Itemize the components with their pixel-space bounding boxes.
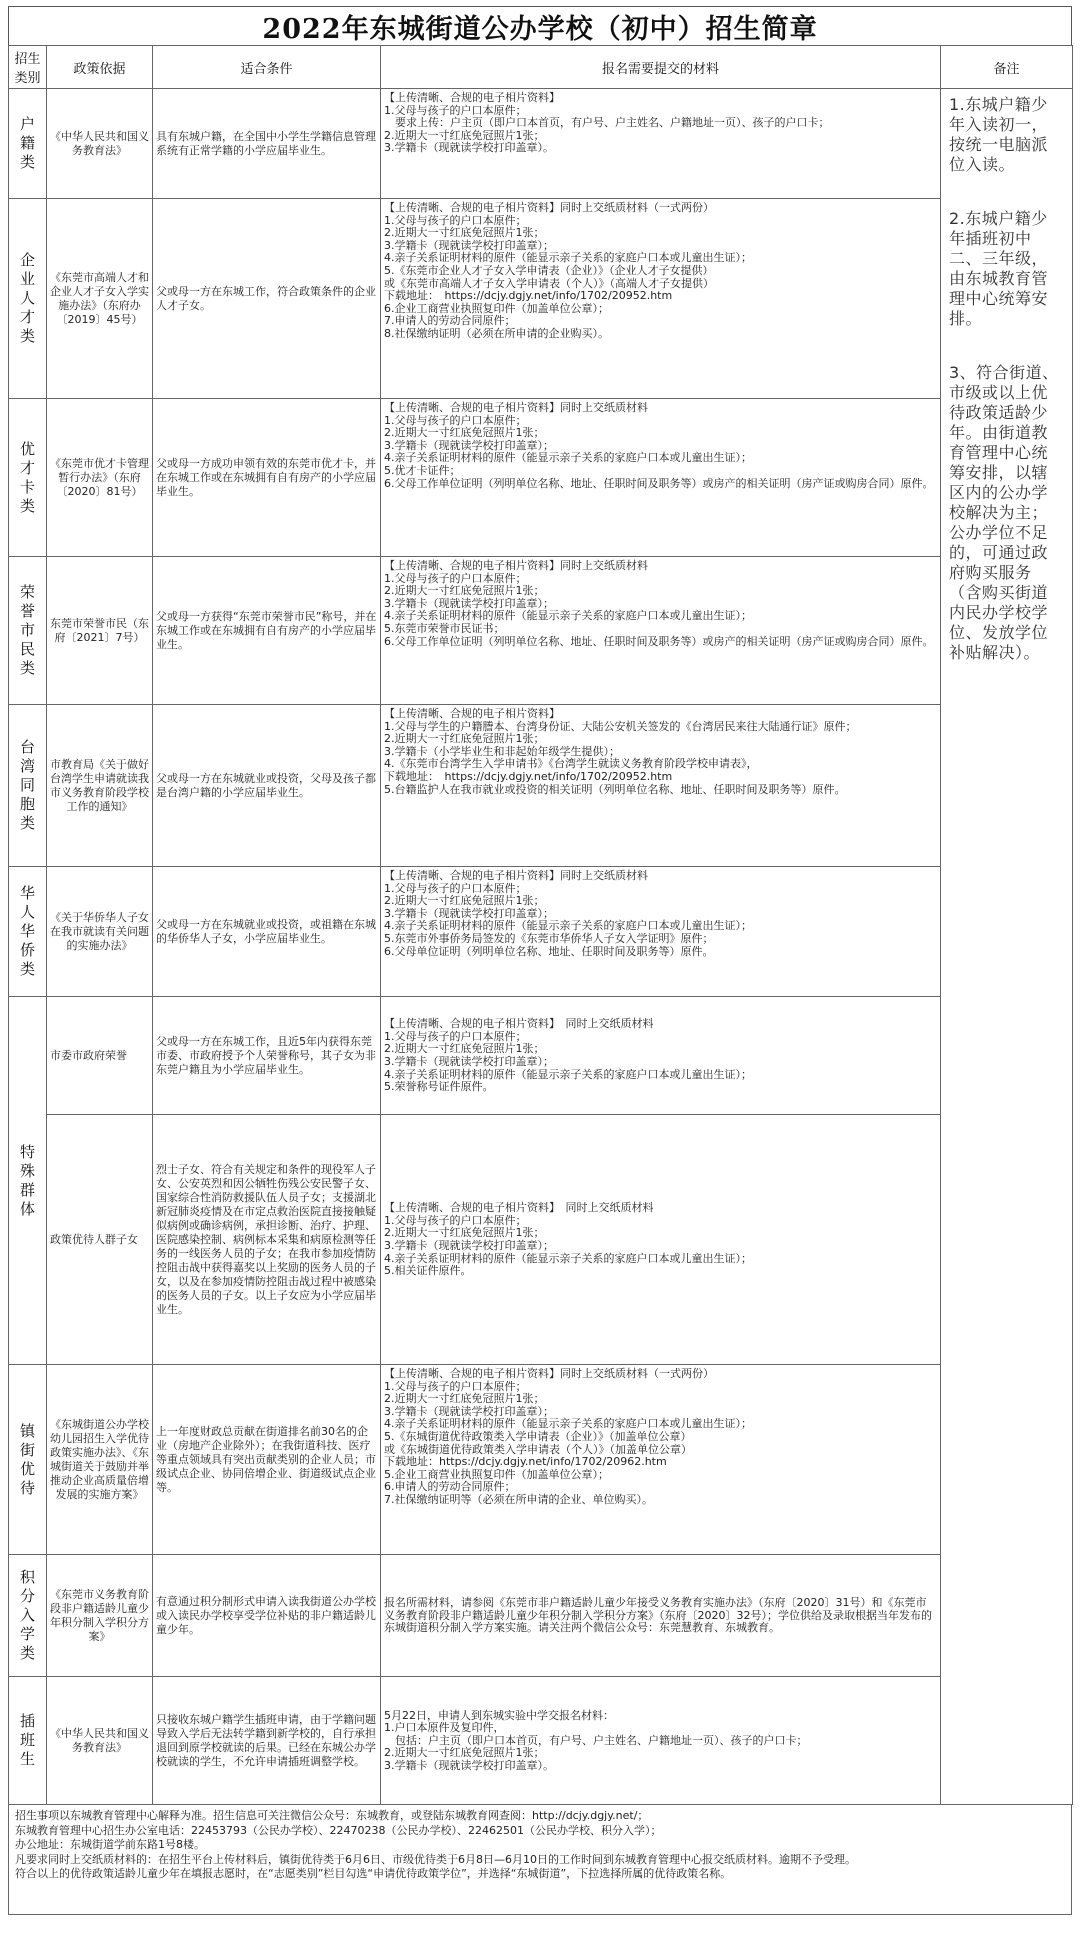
footer-notes — [8, 1805, 1072, 1915]
material-line: 2.近期大一寸红底免冠照片1张； — [384, 1392, 545, 1406]
table-header-row — [9, 46, 1073, 89]
conditions-cell: 父或母一方在东城就业或投资，父母及孩子都是台湾户籍的小学应届毕业生。 — [153, 705, 381, 867]
material-line: 6.父母工作单位证明（列明单位名称、地址、任职时间及职务等）或房产的相关证明（房产证或购房合同）原件。 — [384, 634, 934, 648]
materials-cell — [381, 705, 941, 867]
material-line: 3.学籍卡（现就读学校打印盖章）。 — [384, 1758, 554, 1772]
footer-line: 招生事项以东城教育管理中心解释为准。招生信息可关注微信公众号：东城教育，或登陆东城教育网查阅：http://dcjy.dgjy.net/； — [15, 1809, 649, 1822]
material-line: 要求上传：户主页（即户口本首页，有户号、户主姓名、户籍地址一页）、孩子的户口卡； — [384, 116, 830, 130]
conditions-cell: 有意通过积分制形式申请入读我街道公办学校或入读民办学校享受学位补贴的非户籍适龄儿童少年。 — [153, 1555, 381, 1677]
enrollment-document — [8, 6, 1072, 1915]
remark-item: 1.东城户籍少年入读初一，按统一电脑派位入读。 — [949, 95, 1049, 174]
material-line: 1.父母与孩子的户口本原件； — [384, 213, 527, 227]
enrollment-table — [8, 45, 1073, 1805]
conditions-cell: 具有东城户籍，在全国中小学生学籍信息管理系统有正常学籍的小学应届毕业生。 — [153, 89, 381, 199]
material-line: 下载地址：https://dcjy.dgjy.net/info/1702/20962.htm — [384, 1455, 667, 1469]
material-line: 3.学籍卡（现就读学校打印盖章）； — [384, 906, 554, 920]
materials-cell — [381, 1677, 941, 1805]
material-line: 1.父母与孩子的户口本原件； — [384, 1029, 527, 1043]
table-row — [9, 997, 1073, 1115]
material-line: 5月22日，申请人到东城实验中学交报名材料： — [384, 1708, 614, 1722]
material-line: 1.户口本原件及复印件， — [384, 1721, 505, 1735]
table-row — [9, 1365, 1073, 1555]
material-line: 4.亲子关系证明材料的原件（能显示亲子关系的家庭户口本或儿童出生证）； — [384, 451, 752, 465]
table-row — [9, 1677, 1073, 1805]
header-remarks: 备注 — [941, 46, 1073, 89]
material-line: 6.父母单位证明（列明单位名称、地址、任职时间及职务等）原件。 — [384, 944, 714, 958]
material-line: 6.申请人的劳动合同原件； — [384, 1480, 516, 1494]
material-line: 5.荣誉称号证件原件。 — [384, 1080, 494, 1094]
basis-cell: 《东莞市高端人才和企业人才子女入学实施办法》（东府办〔2019〕45号） — [47, 199, 153, 399]
material-line: 2.近期大一寸红底免冠照片1张； — [384, 584, 545, 598]
basis-cell: 《东莞市优才卡管理暂行办法》（东府〔2020〕81号） — [47, 399, 153, 557]
page-title: 2022年东城街道公办学校（初中）招生简章 — [8, 6, 1072, 45]
material-line: 7.申请人的劳动合同原件； — [384, 314, 516, 328]
category-label: 插班生 — [19, 1712, 35, 1768]
remark-item: 2.东城户籍少年插班初中二、三年级，由东城教育管理中心统筹安排。 — [949, 209, 1049, 328]
material-line: 5.优才卡证件； — [384, 463, 461, 477]
material-line: 3.学籍卡（现就读学校打印盖章）； — [384, 238, 554, 252]
material-line: 3.学籍卡（现就读学校打印盖章）； — [384, 438, 554, 452]
material-line: 2.近期大一寸红底免冠照片1张； — [384, 426, 545, 440]
material-line: 5.东莞市荣誉市民证书； — [384, 621, 505, 635]
basis-cell: 《关于华侨华人子女在我市就读有关问题的实施办法》 — [47, 867, 153, 997]
material-line: 1.父母与孩子的户口本原件； — [384, 103, 527, 117]
table-row — [9, 399, 1073, 557]
material-line: 【上传清晰、合规的电子相片资料】同时上交纸质材料（一式两份） — [384, 1367, 714, 1380]
category-cell — [9, 705, 47, 867]
table-row — [9, 557, 1073, 705]
material-line: 5.东莞市外事侨务局签发的《东莞市华侨华人子女入学证明》原件； — [384, 931, 714, 945]
material-line: 5.企业工商营业执照复印件（加盖单位公章）； — [384, 1467, 609, 1481]
category-cell — [9, 1555, 47, 1677]
footer-line: 凡要求同时上交纸质材料的：在招生平台上传材料后，镇街优待类于6月6日、市级优待类于6月8日—6月10日的工作时间到东城教育管理中心报交纸质材料。逾期不予受理。 — [15, 1852, 856, 1866]
material-line: 3.学籍卡（小学毕业生和非起始年级学生提供）； — [384, 744, 620, 758]
conditions-cell: 父或母一方成功申领有效的东莞市优才卡，并在东城工作或在东城拥有自有房产的小学应届毕业生。 — [153, 399, 381, 557]
table-row — [9, 199, 1073, 399]
material-line: 1.父母与孩子的户口本原件； — [384, 1379, 527, 1393]
material-line: 2.近期大一寸红底免冠照片1张； — [384, 894, 545, 908]
basis-cell: 《中华人民共和国义务教育法》 — [47, 89, 153, 199]
material-line: 3.学籍卡（现就读学校打印盖章）； — [384, 1239, 554, 1252]
category-cell — [9, 557, 47, 705]
materials-cell — [381, 89, 941, 199]
material-line: 3.学籍卡（现就读学校打印盖章）； — [384, 596, 554, 610]
materials-cell — [381, 1365, 941, 1555]
basis-cell: 《东城街道公办学校幼儿园招生入学优待政策实施办法》、《东城街道关于鼓励并举推动企业高质量倍增发展的实施方案》 — [47, 1365, 153, 1555]
material-line: 8.社保缴纳证明（必须在所申请的企业购买）。 — [384, 326, 609, 340]
material-line: 1.父母与孩子的户口本原件； — [384, 413, 527, 427]
materials-cell — [381, 199, 941, 399]
material-line: 【上传清晰、合规的电子相片资料】同时上交纸质材料 — [384, 869, 648, 882]
material-line: 2.近期大一寸红底免冠照片1张； — [384, 1226, 545, 1240]
conditions-cell: 上一年度财政总贡献在街道排名前30名的企业（房地产企业除外）；在我街道科技、医疗等重点领域具有突出贡献类别的企业人员；市级试点企业、协同倍增企业、街道级试点企业等。 — [153, 1365, 381, 1555]
material-line: 5.《东莞市企业人才子女入学申请表（企业）》（企业人才子女提供） — [384, 263, 714, 277]
category-cell — [9, 1365, 47, 1555]
material-line: 或《东城街道优待政策类入学申请表（个人）》（加盖单位公章） — [384, 1442, 692, 1456]
conditions-cell: 烈士子女、符合有关规定和条件的现役军人子女、公安英烈和因公牺牲伤残公安民警子女、国家综合性消防救援队伍人员子女；支援湖北新冠肺炎疫情及在市定点救治医院直接接触疑似病例或确诊病例，承担诊断、治疗、护理、医院感染控制、病例标本采集和病原检测等任务的一线医务人员的子女；在我市参加疫情防控阻击战中获得嘉奖以上奖励的医务人员的子女，以及在参加疫情防控阻击战过程中被感染的医务人员的子女。以上子女应为小学应届毕业生。 — [153, 1115, 381, 1365]
basis-cell: 《东莞市义务教育阶段非户籍适龄儿童少年积分制入学积分方案》 — [47, 1555, 153, 1677]
footer-line: 办公地址：东城街道学前东路1号8楼。 — [15, 1838, 205, 1851]
material-line: 【上传清晰、合规的电子相片资料】 同时上交纸质材料 — [384, 1201, 654, 1215]
category-cell — [9, 399, 47, 557]
table-row — [9, 867, 1073, 997]
conditions-cell: 父或母一方在东城工作，符合政策条件的企业人才子女。 — [153, 199, 381, 399]
material-line: 报名所需材料，请参阅《东莞市非户籍适龄儿童少年接受义务教育实施办法》（东府〔2020〕31号）和《东莞市义务教育阶段非户籍适龄儿童少年积分制入学积分方案》（东府〔2020〕32号）；学位供给及录取根据当年发布的东城街道积分制入学方案实施。请关注两个微信公众号：东莞慧教育、东城教育。 — [384, 1596, 932, 1635]
category-cell — [9, 1677, 47, 1805]
material-line: 【上传清晰、合规的电子相片资料】同时上交纸质材料（一式两份） — [384, 201, 714, 214]
material-line: 5.相关证件原件。 — [384, 1264, 472, 1278]
material-line: 6.父母工作单位证明（列明单位名称、地址、任职时间及职务等）或房产的相关证明（房产证或购房合同）原件。 — [384, 476, 934, 490]
table-row — [9, 1555, 1073, 1677]
basis-cell: 政策优待人群子女 — [47, 1115, 153, 1365]
materials-cell — [381, 399, 941, 557]
materials-cell — [381, 997, 941, 1115]
material-line: 4.亲子关系证明材料的原件（能显示亲子关系的家庭户口本或儿童出生证）； — [384, 609, 752, 623]
conditions-cell: 只接收东城户籍学生插班申请，由于学籍问题导致入学后无法转学籍到新学校的，自行承担退回到原学校就读的后果。已经在东城公办学校就读的学生，不允许申请插班调整学校。 — [153, 1677, 381, 1805]
category-cell — [9, 199, 47, 399]
table-body — [9, 89, 1073, 1805]
material-line: 2.近期大一寸红底免冠照片1张； — [384, 1042, 545, 1056]
category-label: 特殊群体 — [19, 1142, 35, 1218]
material-line: 7.社保缴纳证明等（必须在所申请的企业、单位购买）。 — [384, 1492, 653, 1506]
material-line: 2.近期大一寸红底免冠照片1张； — [384, 226, 545, 240]
basis-cell: 市委市政府荣誉 — [47, 997, 153, 1115]
category-label: 优才卡类 — [19, 439, 35, 515]
material-line: 3.学籍卡（现就读学校打印盖章）； — [384, 1404, 554, 1418]
material-line: 4.亲子关系证明材料的原件（能显示亲子关系的家庭户口本或儿童出生证）； — [384, 919, 752, 933]
material-line: 6.企业工商营业执照复印件（加盖单位公章）； — [384, 301, 609, 315]
material-line: 4.亲子关系证明材料的原件（能显示亲子关系的家庭户口本或儿童出生证）； — [384, 251, 752, 265]
remarks-cell — [941, 89, 1073, 1805]
material-line: 【上传清晰、合规的电子相片资料】同时上交纸质材料 — [384, 559, 648, 572]
material-line: 5.《东城街道优待政策类入学申请表（企业）》（加盖单位公章） — [384, 1429, 692, 1443]
category-cell — [9, 867, 47, 997]
material-line: 3.学籍卡（现就读学校打印盖章）。 — [384, 141, 554, 155]
category-label: 华人华侨类 — [19, 884, 35, 978]
header-conditions: 适合条件 — [153, 46, 381, 89]
material-line: 4.亲子关系证明材料的原件（能显示亲子关系的家庭户口本或儿童出生证）； — [384, 1251, 752, 1265]
category-cell — [9, 89, 47, 199]
basis-cell: 东莞市荣誉市民（东府〔2021〕7号） — [47, 557, 153, 705]
footer-line: 符合以上的优待政策适龄儿童少年在填报志愿时，在“志愿类别”栏目勾选“申请优待政策学位”，并选择“东城街道”，下拉选择所属的优待政策名称。 — [15, 1867, 732, 1880]
conditions-cell: 父或母一方在东城工作，且近5年内获得东莞市委、市政府授予个人荣誉称号，其子女为非东莞户籍且为小学应届毕业生。 — [153, 997, 381, 1115]
conditions-cell: 父或母一方获得“东莞市荣誉市民”称号，并在东城工作或在东城拥有自有房产的小学应届毕业生。 — [153, 557, 381, 705]
material-line: 1.父母与孩子的户口本原件； — [384, 881, 527, 895]
header-basis: 政策依据 — [47, 46, 153, 89]
material-line: 【上传清晰、合规的电子相片资料】 — [384, 91, 560, 104]
material-line: 【上传清晰、合规的电子相片资料】 同时上交纸质材料 — [384, 1017, 654, 1031]
material-line: 或《东莞市高端人才子女入学申请表（个人）》（高端人才子女提供） — [384, 276, 714, 290]
material-line: 2.近期大一寸红底免冠照片1张； — [384, 732, 545, 746]
category-label: 积分入学类 — [19, 1568, 35, 1662]
material-line: 包括：户主页（即户口本首页，有户号、户主姓名、户籍地址一页）、孩子的户口卡； — [384, 1733, 808, 1747]
category-label: 台湾同胞类 — [19, 738, 35, 832]
material-line: 2.近期大一寸红底免冠照片1张； — [384, 1746, 545, 1760]
basis-cell: 市教育局《关于做好台湾学生申请就读我市义务教育阶段学校工作的通知》 — [47, 705, 153, 867]
category-label: 镇街优待 — [19, 1421, 35, 1497]
table-row — [9, 1115, 1073, 1365]
material-line: 【上传清晰、合规的电子相片资料】同时上交纸质材料 — [384, 401, 648, 414]
basis-cell: 《中华人民共和国义务教育法》 — [47, 1677, 153, 1805]
material-line: 4.亲子关系证明材料的原件（能显示亲子关系的家庭户口本或儿童出生证）； — [384, 1067, 752, 1081]
materials-cell — [381, 1555, 941, 1677]
material-line: 3.学籍卡（现就读学校打印盖章）； — [384, 1055, 554, 1068]
table-row — [9, 705, 1073, 867]
category-cell — [9, 997, 47, 1365]
footer-line: 东城教育管理中心招生办公室电话：22453793（公民办学校）、22470238（公民办学校）、22462501（公民办学校、积分入学）； — [15, 1823, 662, 1837]
material-line: 下载地址： https://dcjy.dgjy.net/info/1702/20952.htm — [384, 289, 673, 303]
material-line: 2.近期大一寸红底免冠照片1张； — [384, 128, 545, 142]
header-category: 招生类别 — [9, 46, 47, 89]
materials-cell — [381, 867, 941, 997]
table-row — [9, 89, 1073, 199]
conditions-cell: 父或母一方在东城就业或投资，或祖籍在东城的华侨华人子女，小学应届毕业生。 — [153, 867, 381, 997]
material-line: 5.台籍监护人在我市就业或投资的相关证明（列明单位名称、地址、任职时间及职务等）原件。 — [384, 782, 846, 796]
material-line: 4.亲子关系证明材料的原件（能显示亲子关系的家庭户口本或儿童出生证）； — [384, 1417, 752, 1431]
header-materials: 报名需要提交的材料 — [381, 46, 941, 89]
category-label: 企业人才类 — [19, 251, 35, 345]
category-label: 户籍类 — [19, 115, 35, 171]
category-label: 荣誉市民类 — [19, 583, 35, 677]
material-line: 4.《东莞市台湾学生入学申请书》《台湾学生就读义务教育阶段学校申请表》， — [384, 757, 758, 771]
material-line: 下载地址： https://dcjy.dgjy.net/info/1702/20952.htm — [384, 769, 673, 783]
material-line: 1.父母与孩子的户口本原件； — [384, 571, 527, 585]
materials-cell — [381, 557, 941, 705]
material-line: 1.父母与学生的户籍謄本、台湾身份证、大陆公安机关签发的《台湾居民来往大陆通行证》原件； — [384, 719, 857, 733]
materials-cell — [381, 1115, 941, 1365]
material-line: 1.父母与孩子的户口本原件； — [384, 1213, 527, 1227]
remark-item: 3、符合街道、市级或以上优待政策适龄少年。由街道教育管理中心统筹安排，以辖区内的公办学校解决为主；公办学位不足的，可通过政府购买服务（含购买街道内民办学校学位、发放学位补贴解决）。 — [949, 363, 1059, 662]
material-line: 【上传清晰、合规的电子相片资料】 — [384, 707, 560, 720]
